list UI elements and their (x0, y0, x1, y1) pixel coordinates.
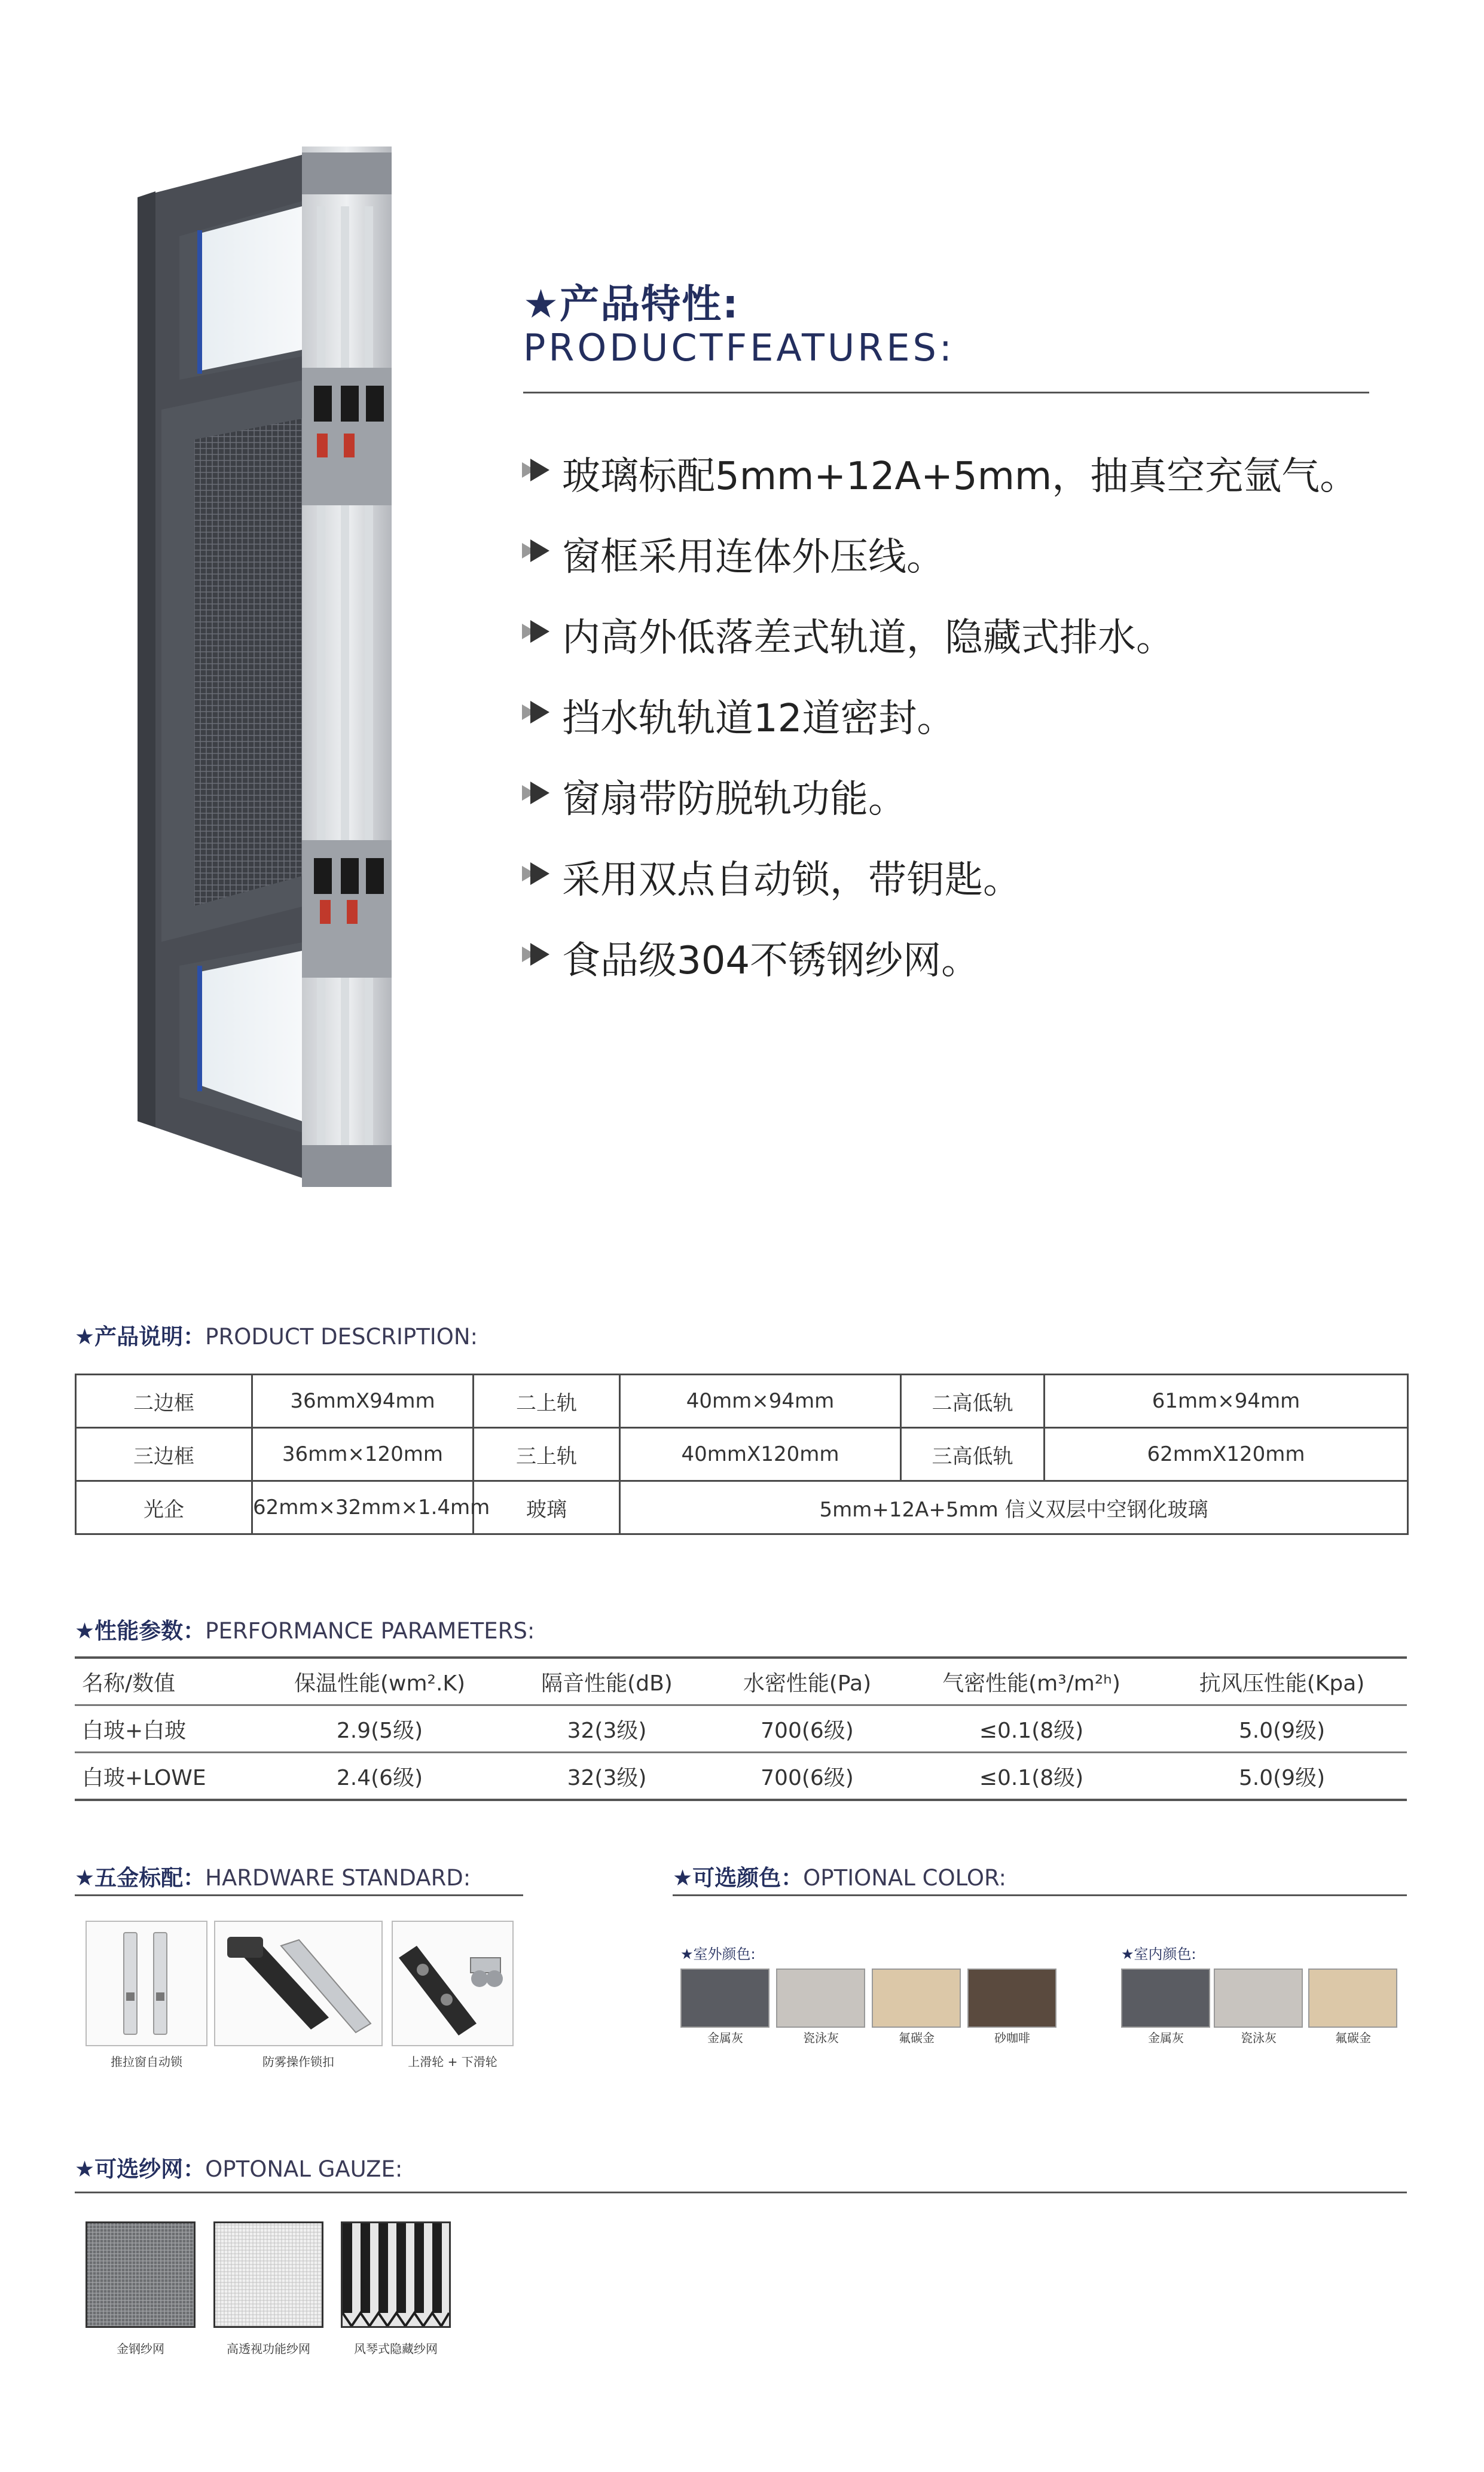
feature-item (517, 526, 1358, 607)
features-list (517, 445, 1358, 1011)
performance-heading (75, 1613, 535, 1645)
swatch-caption: 瓷泳灰 (1241, 2031, 1277, 2045)
indoor-swatch-porcelain-gray[interactable] (1214, 1969, 1303, 2028)
feature-item (517, 768, 1358, 849)
table-cell: 700(6级) (709, 1705, 906, 1753)
arrow-bullet-icon (517, 772, 562, 814)
latch-lock-icon (215, 1922, 381, 2045)
swatch-caption: 氟碳金 (899, 2031, 935, 2045)
colors-heading-cn: ★可选颜色： (673, 1865, 804, 1891)
feature-item (517, 930, 1358, 1011)
hardware-heading (75, 1860, 471, 1892)
indoor-swatch-metal-gray[interactable] (1121, 1969, 1210, 2028)
table-row (76, 1481, 1408, 1534)
table-cell: 5.0(9级) (1157, 1753, 1407, 1800)
table-cell: 36mmX94mm (252, 1375, 474, 1428)
arrow-bullet-icon (517, 933, 562, 975)
table-cell: 玻璃 (474, 1481, 620, 1534)
table-header: 隔音性能(dB) (505, 1658, 709, 1705)
hardware-caption: 防雾操作锁扣 (262, 2055, 334, 2069)
table-header: 抗风压性能(Kpa) (1157, 1658, 1407, 1705)
pleated-hidden-mesh-swatch[interactable] (341, 2221, 451, 2328)
gauze-caption: 高透视功能纱网 (227, 2342, 310, 2356)
gauze-caption: 金钢纱网 (117, 2342, 164, 2356)
table-cell: 61mm×94mm (1045, 1375, 1408, 1428)
table-header: 气密性能(m³/m²ʰ) (906, 1658, 1157, 1705)
gauze-heading (75, 2151, 402, 2183)
features-title: ★产品特性: (523, 281, 740, 327)
table-cell-glass: 5mm+12A+5mm 信义双层中空钢化玻璃 (620, 1481, 1408, 1534)
features-subtitle: PRODUCTFEATURES: (523, 326, 955, 370)
hardware-caption: 推拉窗自动锁 (111, 2055, 182, 2069)
swatch-caption: 瓷泳灰 (803, 2031, 839, 2045)
table-cell: 光企 (76, 1481, 252, 1534)
steel-mesh-swatch[interactable] (86, 2221, 196, 2328)
gauze-divider (75, 2192, 1407, 2193)
hardware-lock-image (86, 1921, 207, 2046)
outdoor-swatch-sand-coffee[interactable] (967, 1969, 1056, 2028)
table-row (75, 1753, 1407, 1800)
feature-item (517, 849, 1358, 930)
table-cell: 700(6级) (709, 1753, 906, 1800)
table-row (75, 1705, 1407, 1753)
feature-text: 玻璃标配5mm+12A+5mm，抽真空充氩气。 (562, 454, 1358, 499)
performance-heading-en: PERFORMANCE PARAMETERS: (205, 1618, 535, 1644)
table-header: 水密性能(Pa) (709, 1658, 906, 1705)
swatch-caption: 砂咖啡 (994, 2031, 1030, 2045)
outdoor-swatch-fluorocarbon-gold[interactable] (872, 1969, 961, 2028)
table-cell: ≤0.1(8级) (906, 1705, 1157, 1753)
arrow-bullet-icon (517, 530, 562, 572)
table-cell: 二上轨 (474, 1375, 620, 1428)
description-heading-en: PRODUCT DESCRIPTION: (205, 1324, 478, 1350)
hardware-heading-cn: ★五金标配： (75, 1865, 206, 1891)
table-cell: 三边框 (76, 1428, 252, 1481)
feature-item (517, 445, 1358, 526)
table-row (76, 1375, 1408, 1428)
feature-item (517, 688, 1358, 768)
description-table (75, 1374, 1409, 1535)
table-cell: 62mm×32mm×1.4mm (252, 1481, 474, 1534)
feature-text: 食品级304不锈钢纱网。 (562, 939, 980, 983)
arrow-bullet-icon (517, 449, 562, 491)
table-header: 名称/数值 (75, 1658, 254, 1705)
swatch-caption: 金属灰 (1148, 2031, 1184, 2045)
indoor-color-label: ★室内颜色: (1121, 1946, 1196, 1963)
table-cell: 三高低轨 (901, 1428, 1045, 1481)
table-cell: 36mm×120mm (252, 1428, 474, 1481)
outdoor-swatch-porcelain-gray[interactable] (776, 1969, 865, 2028)
feature-text: 挡水轨轨道12道密封。 (562, 697, 955, 741)
gauze-caption: 风琴式隐藏纱网 (354, 2342, 438, 2356)
colors-heading (673, 1860, 1006, 1892)
table-header-row (75, 1658, 1407, 1705)
indoor-swatch-fluorocarbon-gold[interactable] (1308, 1969, 1397, 2028)
description-heading (75, 1319, 478, 1351)
feature-item (517, 607, 1358, 688)
roller-wheel-icon (393, 1922, 512, 2045)
table-cell: 40mmX120mm (620, 1428, 901, 1481)
table-cell: 白玻+白玻 (75, 1705, 254, 1753)
auto-lock-icon (87, 1922, 206, 2045)
colors-heading-en: OPTIONAL COLOR: (803, 1865, 1007, 1891)
table-cell: 三上轨 (474, 1428, 620, 1481)
performance-heading-cn: ★性能参数： (75, 1618, 206, 1644)
feature-text: 采用双点自动锁，带钥匙。 (562, 858, 1021, 902)
table-cell: 2.9(5级) (254, 1705, 505, 1753)
table-cell: 二边框 (76, 1375, 252, 1428)
table-row (76, 1428, 1408, 1481)
hardware-heading-en: HARDWARE STANDARD: (205, 1865, 471, 1891)
high-transparency-mesh-swatch[interactable] (213, 2221, 323, 2328)
hardware-roller-image (392, 1921, 514, 2046)
arrow-bullet-icon (517, 611, 562, 652)
feature-text: 窗框采用连体外压线。 (562, 535, 945, 579)
outdoor-swatch-metal-gray[interactable] (680, 1969, 770, 2028)
feature-text: 窗扇带防脱轨功能。 (562, 777, 906, 822)
swatch-caption: 氟碳金 (1335, 2031, 1371, 2045)
table-cell: 32(3级) (505, 1753, 709, 1800)
swatch-caption: 金属灰 (707, 2031, 743, 2045)
arrow-bullet-icon (517, 853, 562, 895)
table-cell: 白玻+LOWE (75, 1753, 254, 1800)
window-profile-image (90, 129, 484, 1205)
table-cell: 32(3级) (505, 1705, 709, 1753)
gauze-heading-en: OPTONAL GAUZE: (205, 2156, 403, 2182)
outdoor-color-label: ★室外颜色: (680, 1946, 756, 1963)
table-cell: 40mm×94mm (620, 1375, 901, 1428)
hardware-divider (75, 1894, 523, 1896)
features-divider (523, 392, 1369, 393)
hardware-latch-image (214, 1921, 383, 2046)
performance-table (75, 1656, 1407, 1801)
table-cell: 二高低轨 (901, 1375, 1045, 1428)
description-heading-cn: ★产品说明： (75, 1324, 206, 1350)
colors-divider (673, 1894, 1407, 1896)
arrow-bullet-icon (517, 691, 562, 733)
gauze-heading-cn: ★可选纱网： (75, 2156, 206, 2182)
table-cell: 62mmX120mm (1045, 1428, 1408, 1481)
hardware-caption: 上滑轮 + 下滑轮 (408, 2055, 497, 2069)
table-cell: 5.0(9级) (1157, 1705, 1407, 1753)
table-cell: 2.4(6级) (254, 1753, 505, 1800)
feature-text: 内高外低落差式轨道，隐藏式排水。 (562, 616, 1174, 660)
table-header: 保温性能(wm².K) (254, 1658, 505, 1705)
table-cell: ≤0.1(8级) (906, 1753, 1157, 1800)
